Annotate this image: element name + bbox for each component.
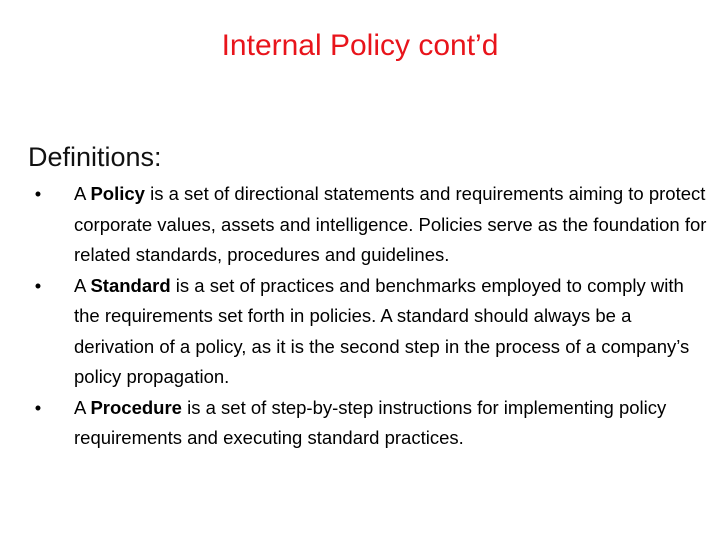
bullet-icon: • xyxy=(34,183,42,204)
definition-text: is a set of step-by-step instructions for implementing policy requirements and executing standard practices. xyxy=(74,396,667,448)
definition-prefix: A xyxy=(74,274,91,296)
definition-standard xyxy=(28,271,712,393)
definition-prefix: A xyxy=(74,396,91,418)
bullet-icon: • xyxy=(34,396,42,418)
definition-text: is a set of directional statements and requirements aiming to protect corporate values, assets and intelligence. Policies serve as the foundation for related standards, procedures and guidelines. xyxy=(74,183,707,265)
definitions-list xyxy=(28,179,712,454)
bullet-icon: • xyxy=(34,274,42,296)
slide-title: Internal Policy cont’d xyxy=(221,29,499,62)
definition-prefix: A xyxy=(74,183,91,204)
definition-text: is a set of practices and benchmarks employed to comply with the requirements set forth in policies. A standard should always be a derivation of a policy, as it is the second step in the process of a company’s policy propagation. xyxy=(74,274,690,387)
definition-procedure xyxy=(28,393,712,454)
definition-policy xyxy=(28,179,712,271)
definitions-heading: Definitions: xyxy=(28,142,162,172)
definition-term: Procedure xyxy=(90,396,182,418)
definition-term: Standard xyxy=(90,274,171,296)
definition-term: Policy xyxy=(90,183,145,204)
